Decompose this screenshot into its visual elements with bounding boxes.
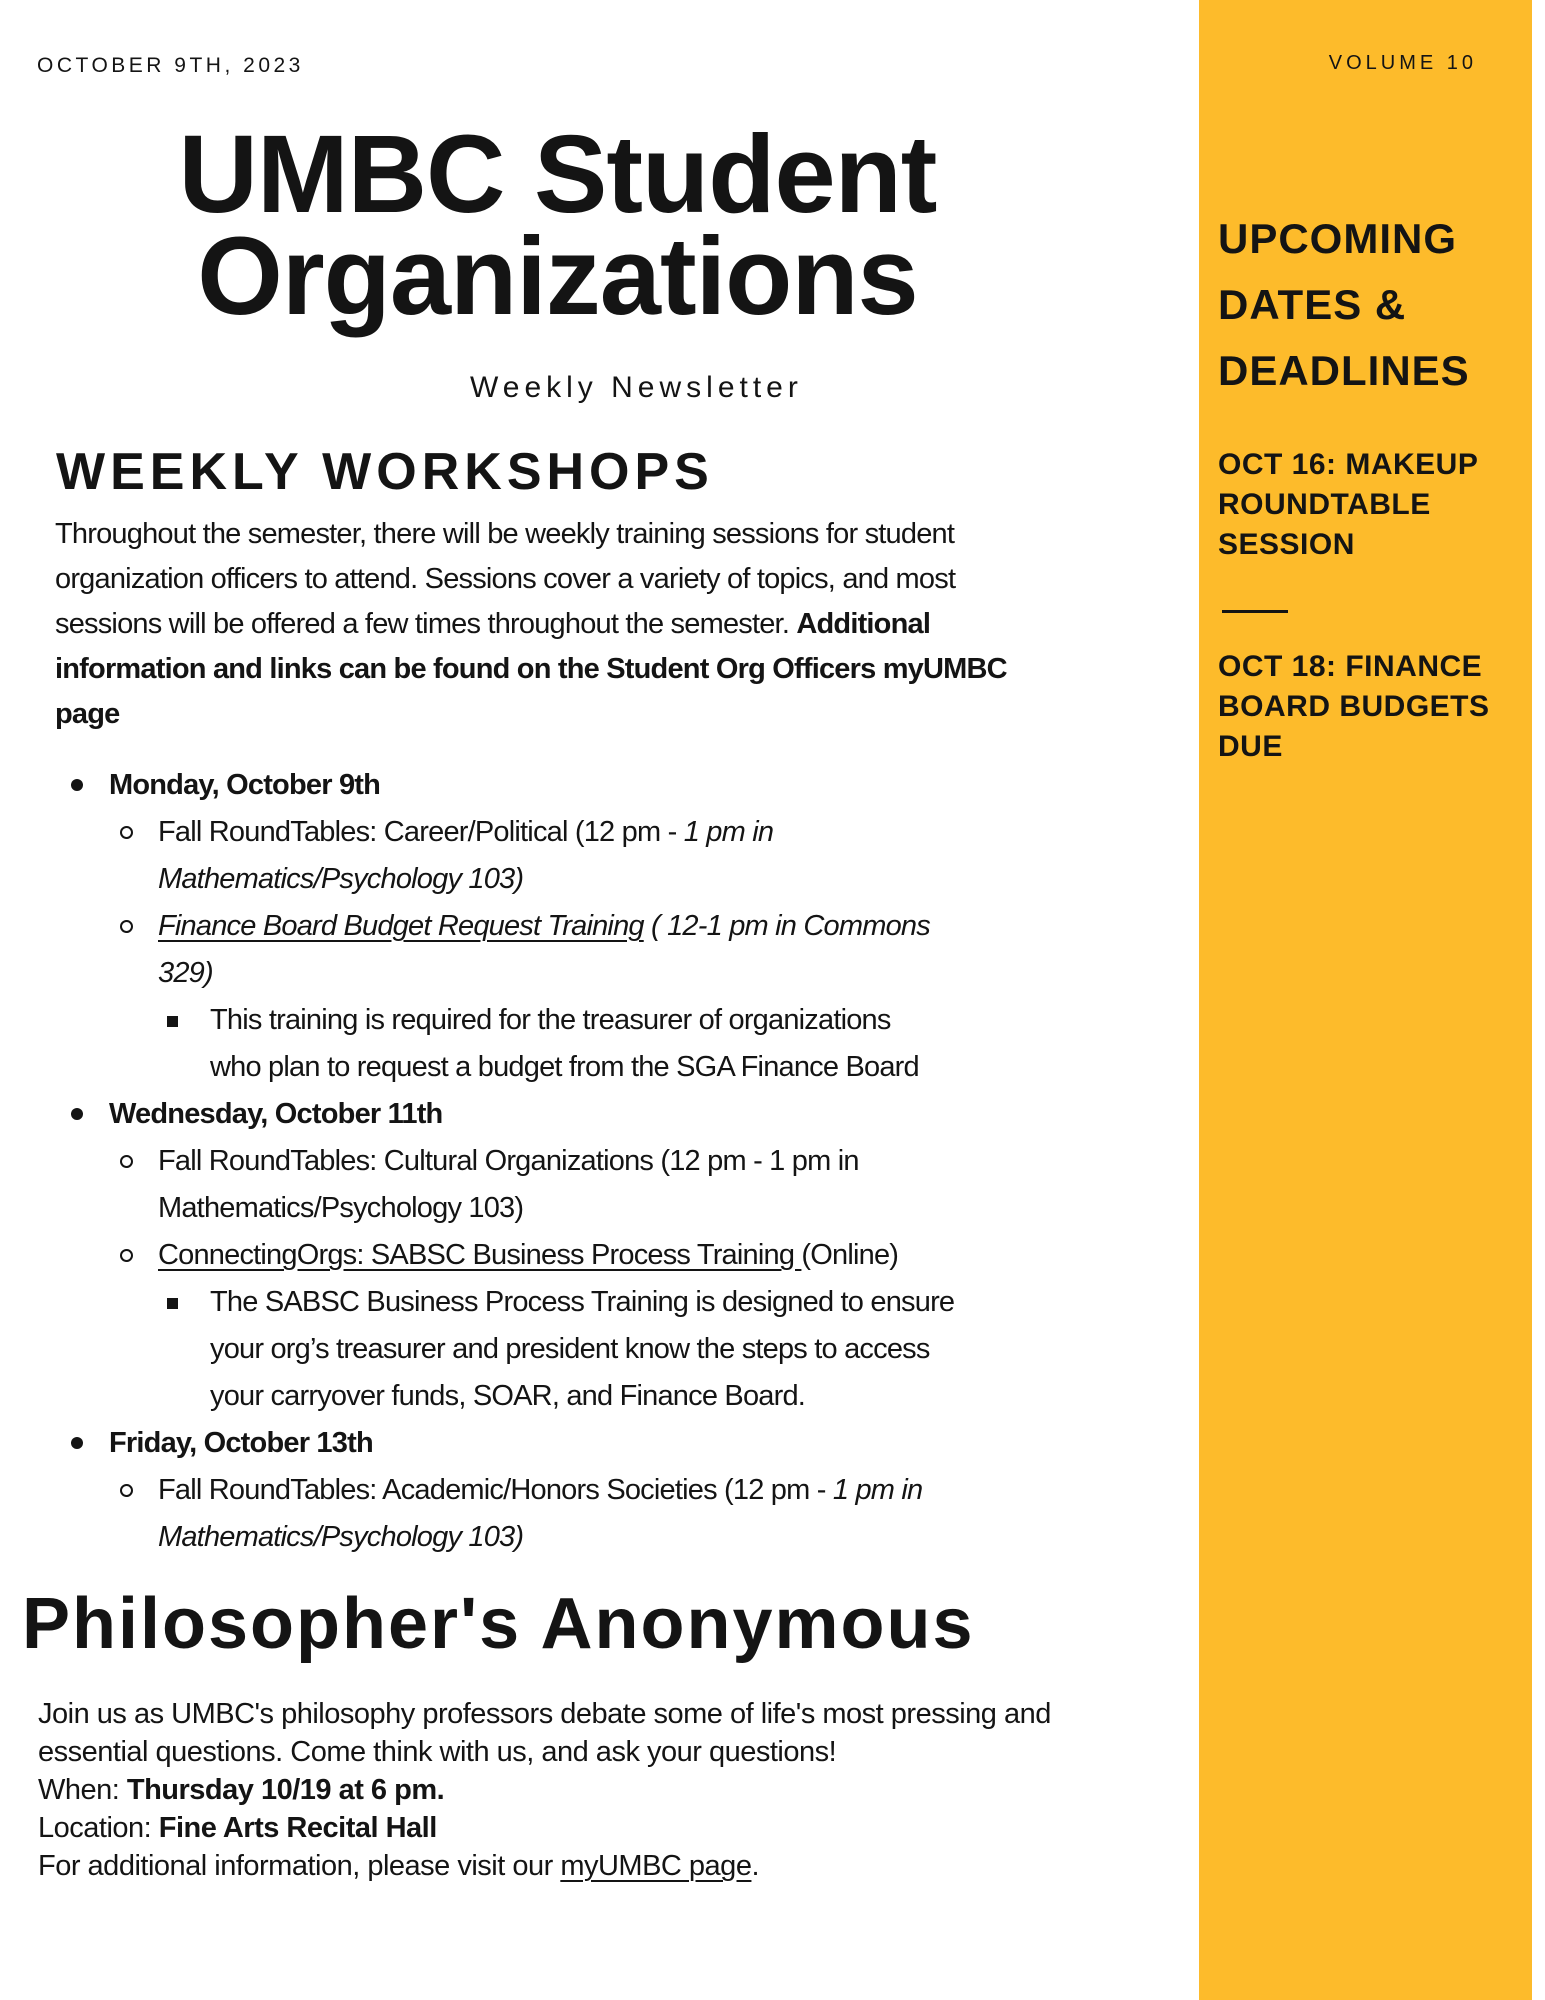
title-line-1: UMBC Student bbox=[178, 113, 937, 236]
bullet-dot-icon bbox=[71, 779, 83, 791]
paragraph-line: sessions will be offered a few times throughout the semester. Additional bbox=[55, 608, 931, 640]
newsletter-title bbox=[0, 113, 1115, 338]
sidebar-heading-line: DATES & bbox=[1218, 281, 1407, 328]
philosophers-paragraph bbox=[38, 1695, 1178, 1885]
sidebar bbox=[1199, 0, 1532, 2000]
bullet-circle-icon bbox=[120, 1155, 133, 1168]
workshops-schedule-list bbox=[0, 762, 1185, 1561]
paragraph-line: organization officers to attend. Sessions cover a variety of topics, and most bbox=[55, 563, 956, 595]
bullet-circle-icon bbox=[120, 1484, 133, 1497]
sidebar-divider bbox=[1222, 610, 1288, 613]
sidebar-item-line: ROUNDTABLE bbox=[1218, 488, 1431, 521]
list-item-treasurer-note-cont: who plan to request a budget from the SGA Finance Board bbox=[210, 1051, 919, 1083]
sidebar-heading-line: DEADLINES bbox=[1218, 347, 1470, 394]
list-item-sabsc-note-cont: your org’s treasurer and president know the steps to access bbox=[210, 1333, 930, 1365]
list-item-friday: Friday, October 13th bbox=[0, 1420, 1185, 1467]
event-location-line: Location: Fine Arts Recital Hall bbox=[38, 1812, 437, 1844]
paragraph-line: information and links can be found on the Student Org Officers myUMBC bbox=[55, 653, 1007, 685]
list-item-cultural-roundtable-cont: Mathematics/Psychology 103) bbox=[158, 1192, 524, 1224]
title-line-2: Organizations bbox=[197, 215, 918, 338]
bullet-dot-icon bbox=[71, 1108, 83, 1120]
list-item-career-roundtable: Fall RoundTables: Career/Political (12 pm - 1 pm in bbox=[0, 809, 1185, 856]
list-item-wednesday: Wednesday, October 11th bbox=[0, 1091, 1185, 1138]
sidebar-item-oct18 bbox=[1218, 647, 1490, 767]
bullet-dot-icon bbox=[71, 1437, 83, 1449]
more-info-line: For additional information, please visit our myUMBC page. bbox=[38, 1850, 760, 1882]
sidebar-item-line: SESSION bbox=[1218, 528, 1355, 561]
myumbc-page-link[interactable]: myUMBC page bbox=[560, 1850, 752, 1882]
bullet-square-icon bbox=[167, 1298, 178, 1309]
bullet-circle-icon bbox=[120, 826, 133, 839]
sidebar-item-line: OCT 18: FINANCE bbox=[1218, 650, 1483, 683]
bullet-circle-icon bbox=[120, 1249, 133, 1262]
list-item-finance-training-cont: 329) bbox=[158, 957, 213, 989]
sidebar-heading bbox=[1218, 206, 1470, 404]
sidebar-item-line: BOARD BUDGETS bbox=[1218, 690, 1490, 723]
newsletter-subtitle: Weekly Newsletter bbox=[470, 371, 803, 404]
issue-date: OCTOBER 9TH, 2023 bbox=[37, 54, 304, 77]
sidebar-item-line: DUE bbox=[1218, 730, 1283, 763]
bullet-square-icon bbox=[167, 1016, 178, 1027]
volume-label: VOLUME 10 bbox=[1328, 52, 1477, 74]
paragraph-line: page bbox=[55, 698, 120, 730]
list-item-monday: Monday, October 9th bbox=[0, 762, 1185, 809]
list-item-sabsc-note: The SABSC Business Process Training is designed to ensure bbox=[0, 1279, 1185, 1326]
event-when-line: When: Thursday 10/19 at 6 pm. bbox=[38, 1774, 445, 1806]
philosophers-heading: Philosopher's Anonymous bbox=[22, 1584, 975, 1664]
paragraph-line: Throughout the semester, there will be weekly training sessions for student bbox=[55, 518, 955, 550]
list-item-connectingorgs: ConnectingOrgs: SABSC Business Process Training (Online) bbox=[0, 1232, 1185, 1279]
sidebar-item-oct16 bbox=[1218, 445, 1478, 565]
list-item-finance-training: Finance Board Budget Request Training ( 12-1 pm in Commons bbox=[0, 903, 1185, 950]
paragraph-line: essential questions. Come think with us, and ask your questions! bbox=[38, 1736, 837, 1768]
finance-training-link[interactable]: Finance Board Budget Request Training bbox=[158, 910, 644, 942]
sidebar-heading-line: UPCOMING bbox=[1218, 215, 1457, 262]
list-item-career-roundtable-cont: Mathematics/Psychology 103) bbox=[158, 863, 524, 895]
event-location-value: Fine Arts Recital Hall bbox=[158, 1812, 437, 1844]
workshops-heading: WEEKLY WORKSHOPS bbox=[56, 443, 714, 501]
list-item-academic-roundtable: Fall RoundTables: Academic/Honors Societies (12 pm - 1 pm in bbox=[0, 1467, 1185, 1514]
sidebar-item-line: OCT 16: MAKEUP bbox=[1218, 448, 1479, 481]
list-item-cultural-roundtable: Fall RoundTables: Cultural Organizations (12 pm - 1 pm in bbox=[0, 1138, 1185, 1185]
list-item-academic-roundtable-cont: Mathematics/Psychology 103) bbox=[158, 1521, 524, 1553]
bullet-circle-icon bbox=[120, 920, 133, 933]
connectingorgs-training-link[interactable]: ConnectingOrgs: SABSC Business Process Training bbox=[158, 1239, 802, 1271]
workshops-intro-paragraph bbox=[55, 512, 1185, 737]
list-item-sabsc-note-cont: your carryover funds, SOAR, and Finance Board. bbox=[210, 1380, 806, 1412]
list-item-treasurer-note: This training is required for the treasurer of organizations bbox=[0, 997, 1185, 1044]
event-when-value: Thursday 10/19 at 6 pm. bbox=[126, 1774, 445, 1806]
paragraph-line: Join us as UMBC's philosophy professors debate some of life's most pressing and bbox=[38, 1698, 1051, 1730]
